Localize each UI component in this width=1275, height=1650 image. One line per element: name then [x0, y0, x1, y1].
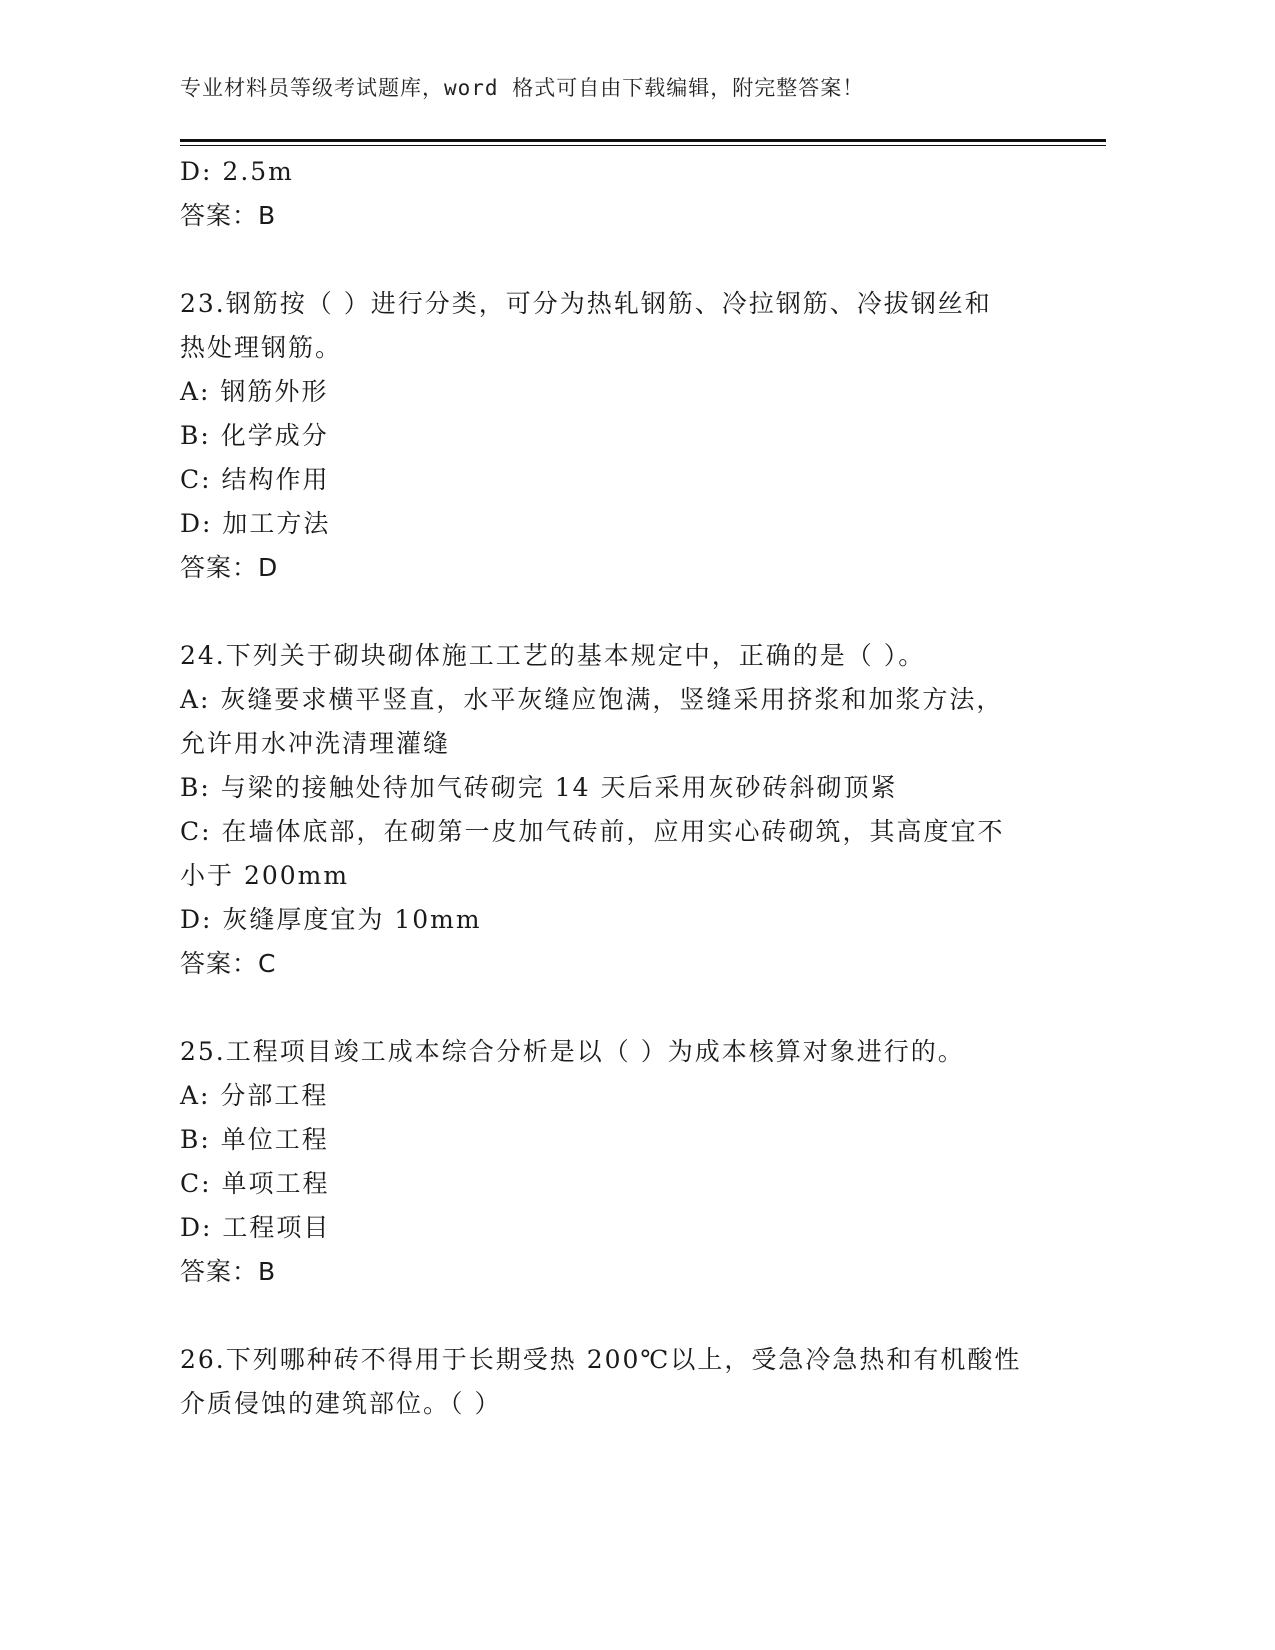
option-line: C: 单项工程: [180, 1169, 330, 1198]
header-rule-thick: [180, 139, 1106, 142]
option-line: D: 2.5m: [180, 157, 294, 186]
option-line: A: 灰缝要求横平竖直，水平灰缝应饱满，竖缝采用挤浆和加浆方法，: [180, 685, 1004, 714]
spacer: [180, 238, 1040, 282]
page-header: 专业材料员等级考试题库，word 格式可自由下载编辑，附完整答案！: [180, 76, 865, 100]
option-line: D: 灰缝厚度宜为 10mm: [180, 905, 482, 934]
header-rule-thin: [180, 145, 1106, 146]
option-line: C: 在墙体底部，在砌第一皮加气砖前，应用实心砖砌筑，其高度宜不: [180, 817, 1005, 846]
answer-line: 答案：B: [180, 201, 277, 230]
option-line: A: 分部工程: [180, 1081, 329, 1110]
answer-line: 答案：C: [180, 949, 277, 978]
question-stem: 24.下列关于砌块砌体施工工艺的基本规定中，正确的是（ ）。: [180, 641, 926, 670]
option-line: B: 与梁的接触处待加气砖砌完 14 天后采用灰砂砖斜砌顶紧: [180, 773, 898, 802]
question-block: [180, 1338, 1040, 1426]
spacer: [180, 986, 1040, 1030]
option-line: B: 单位工程: [180, 1125, 329, 1154]
question-stem: 介质侵蚀的建筑部位。（ ）: [180, 1389, 502, 1418]
question-stem: 23.钢筋按（ ）进行分类，可分为热轧钢筋、冷拉钢筋、冷拔钢丝和: [180, 289, 992, 318]
question-list: [180, 150, 1040, 1426]
option-line: B: 化学成分: [180, 421, 329, 450]
question-stem: 26.下列哪种砖不得用于长期受热 200℃以上，受急冷急热和有机酸性: [180, 1345, 1022, 1374]
question-block: [180, 282, 1040, 634]
option-line: A: 钢筋外形: [180, 377, 329, 406]
answer-line: 答案：D: [180, 553, 279, 582]
spacer: [180, 590, 1040, 634]
option-line: 小于 200mm: [180, 861, 350, 890]
option-line: D: 加工方法: [180, 509, 331, 538]
spacer: [180, 1294, 1040, 1338]
question-block: [180, 1030, 1040, 1338]
option-line: 允许用水冲洗清理灌缝: [180, 729, 451, 758]
questions-container: [180, 282, 1040, 1426]
option-line: D: 工程项目: [180, 1213, 331, 1242]
option-line: C: 结构作用: [180, 465, 330, 494]
question-stem: 热处理钢筋。: [180, 333, 343, 362]
answer-line: 答案：B: [180, 1257, 277, 1286]
question-block: [180, 634, 1040, 1030]
question-stem: 25.工程项目竣工成本综合分析是以（ ）为成本核算对象进行的。: [180, 1037, 965, 1066]
